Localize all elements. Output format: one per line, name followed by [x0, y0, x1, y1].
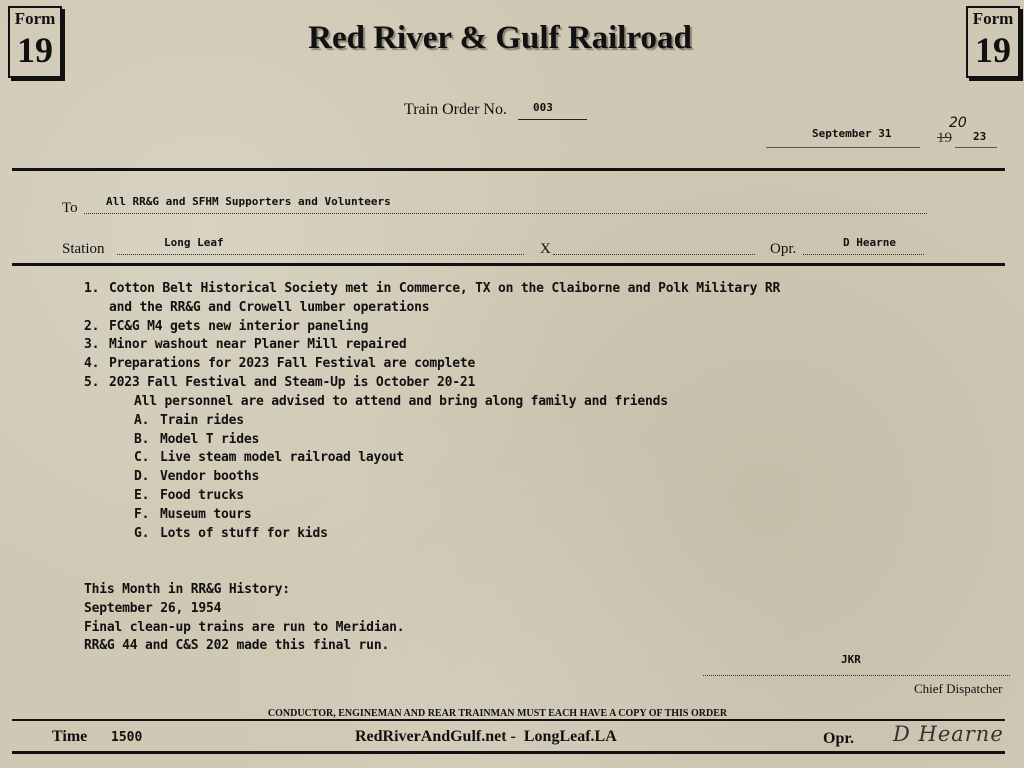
station-dotted-line: [117, 254, 524, 255]
subitem-letter: E.: [134, 488, 150, 503]
opr-value: D Hearne: [843, 236, 896, 249]
date-month-day: September 31: [812, 127, 892, 140]
subitem-text: Museum tours: [160, 507, 252, 522]
item-number: 5.: [84, 375, 100, 390]
form-number: 19: [17, 30, 53, 70]
subitem-text: Vendor booths: [160, 469, 260, 484]
date-year-prefix-struck: 19: [937, 130, 952, 146]
to-dotted-line: [84, 213, 927, 214]
footer-rule-top: [12, 719, 1005, 721]
form-label: Form: [972, 9, 1014, 28]
subitem-letter: F.: [134, 507, 150, 522]
dispatcher-title: Chief Dispatcher: [914, 681, 1003, 696]
date-year-prefix-new: 20: [949, 115, 967, 131]
subitem-text: Model T rides: [160, 432, 260, 447]
item-text: Minor washout near Planer Mill repaired: [109, 337, 407, 352]
subitem-text: Food trucks: [160, 488, 244, 503]
history-line: RR&G 44 and C&S 202 made this final run.: [84, 638, 390, 653]
subitem-letter: B.: [134, 432, 150, 447]
footer-rule-bottom: [12, 751, 1005, 754]
train-order-number: 003: [533, 101, 553, 114]
station-value: Long Leaf: [164, 236, 224, 249]
copy-notice: CONDUCTOR, ENGINEMAN AND REAR TRAINMAN MUST EACH HAVE A COPY OF THIS ORDER: [267, 708, 728, 719]
x-label: X: [540, 241, 551, 257]
date-underline: [766, 147, 920, 148]
dispatcher-dotted-line: [703, 675, 1010, 676]
time-label: Time: [52, 728, 88, 745]
item-text: FC&G M4 gets new interior paneling: [109, 319, 369, 334]
page-title: Red River & Gulf Railroad: [308, 20, 692, 56]
subitem-letter: A.: [134, 413, 150, 428]
station-label: Station: [62, 241, 105, 257]
to-value: All RR&G and SFHM Supporters and Volunteers: [106, 195, 391, 208]
item-text: Cotton Belt Historical Society met in Commerce, TX on the Claiborne and Polk Military RR: [109, 281, 781, 296]
item-number: 2.: [84, 319, 100, 334]
train-order-label: Train Order No.: [404, 101, 507, 118]
station-rule: [12, 263, 1005, 266]
history-line: September 26, 1954: [84, 601, 222, 616]
to-label: To: [62, 200, 78, 216]
website-text: RedRiverAndGulf.net - LongLeaf.LA: [355, 728, 617, 745]
item-number: 4.: [84, 356, 100, 371]
item-text: and the RR&G and Crowell lumber operations: [109, 300, 430, 315]
time-value: 1500: [111, 730, 143, 745]
header-rule: [12, 168, 1005, 171]
item-text: 2023 Fall Festival and Steam-Up is October 20-21: [109, 375, 476, 390]
subitem-letter: D.: [134, 469, 150, 484]
item-number: 1.: [84, 281, 100, 296]
subitem-text: Live steam model railroad layout: [160, 450, 405, 465]
subitem-letter: G.: [134, 526, 150, 541]
footer-opr-label: Opr.: [823, 730, 854, 747]
date-year-underline: [955, 147, 997, 148]
form-label: Form: [14, 9, 56, 28]
opr-label: Opr.: [770, 241, 797, 257]
history-heading: This Month in RR&G History:: [84, 582, 290, 597]
opr-signature: D Hearne: [893, 722, 1004, 746]
subitem-letter: C.: [134, 450, 150, 465]
train-order-underline: [518, 119, 587, 120]
dispatcher-initials: JKR: [841, 653, 861, 666]
x-dotted-line: [553, 254, 755, 255]
item-number: 3.: [84, 337, 100, 352]
subitem-text: Train rides: [160, 413, 244, 428]
advice-text: All personnel are advised to attend and bring along family and friends: [134, 394, 668, 409]
date-year-suffix: 23: [973, 130, 987, 143]
history-line: Final clean-up trains are run to Meridian.: [84, 620, 405, 635]
item-text: Preparations for 2023 Fall Festival are complete: [109, 356, 476, 371]
opr-dotted-line: [803, 254, 924, 255]
form-number: 19: [975, 30, 1011, 70]
subitem-text: Lots of stuff for kids: [160, 526, 328, 541]
